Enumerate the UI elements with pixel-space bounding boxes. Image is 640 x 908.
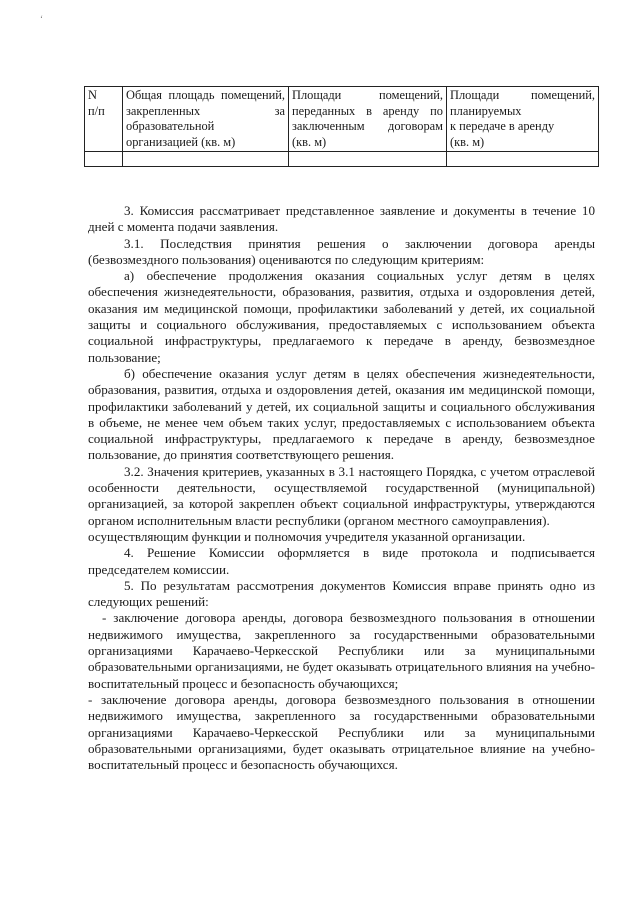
paragraph-criterion-a: а) обеспечение продолжения оказания социальных услуг детям в целях обеспечения жизнедеятельности, образования, развития, отдыха и оздоровления детей, оказания им медицинской помощи, профилактики заболеваний у детей, их социальной защиты и социального обслуживания, предоставляемых с использованием объекта социальной инфраструктуры, предлагаемого к передаче в аренду, безвозмездное пользование; [88,268,595,365]
table-row [85,152,599,167]
scan-speck: ‘ [40,14,43,24]
table-cell [85,152,123,167]
header-number: N п/п [85,87,123,152]
paragraph-3: 3. Комиссия рассматривает представленное заявление и документы в течение 10 дней с момента подачи заявления. [88,203,595,235]
table-cell [447,152,599,167]
paragraph-decision-2: - заключение договора аренды, договора безвозмездного пользования в отношении недвижимого имущества, закрепленного за государственными образовательными организациями Карачаево-Черкесской Республики или за муниципальными образовательными организациями, будет оказывать отрицательное влияние на учебно-воспитательный процесс и безопасность обучающихся. [88,691,595,773]
paragraph-3-2-continuation: осуществляющим функции и полномочия учредителя указанной организации. [88,528,526,544]
header-leased-area: Площади помещений, переданных в аренду по заключенным договорам (кв. м) [289,87,447,152]
table-header-row [85,87,599,152]
paragraph-4: 4. Решение Комиссии оформляется в виде протокола и подписывается председателем комиссии. [88,545,595,577]
header-total-area: Общая площадь помещений, закрепленных за образовательной организацией (кв. м) [123,87,289,152]
paragraph-decision-1: - заключение договора аренды, договора безвозмездного пользования в отношении недвижимого имущества, закрепленного за государственными образовательными организациями Карачаево-Черкесской Республики или за муниципальными образовательными организациями, не будет оказывать отрицательного влияния на учебно-воспитательный процесс и безопасность обучающихся; [88,610,595,691]
paragraph-3-1: 3.1. Последствия принятия решения о заключении договора аренды (безвозмездного пользования) оцениваются по следующим критериям: [88,235,595,267]
table-cell [123,152,289,167]
document-body [88,203,595,773]
paragraph-5: 5. По результатам рассмотрения документов Комиссия вправе принять одно из следующих решений: [88,577,595,610]
premises-table [84,86,599,167]
header-planned-area: Площади помещений, планируемых к передаче в аренду (кв. м) [447,87,599,152]
paragraph-criterion-b: б) обеспечение оказания услуг детям в целях обеспечения жизнедеятельности, образования, развития, отдыха и оздоровления детей, оказания им медицинской помощи, профилактики заболеваний у детей, их социальной защиты и социального обслуживания в объеме, не менее чем объем таких услуг, предоставляемых с использованием объекта социальной инфраструктуры, предлагаемого к передаче в аренду, безвозмездное пользование, до принятия соответствующего решения. [88,365,595,463]
table-cell [289,152,447,167]
paragraph-3-2: 3.2. Значения критериев, указанных в 3.1 настоящего Порядка, с учетом отраслевой особенности деятельности, осуществляемой государственной (муниципальной) организацией, за которой закреплен объект социальной инфраструктуры, утверждаются органом исполнительным власти республики (органом местного самоуправления). [88,463,595,528]
